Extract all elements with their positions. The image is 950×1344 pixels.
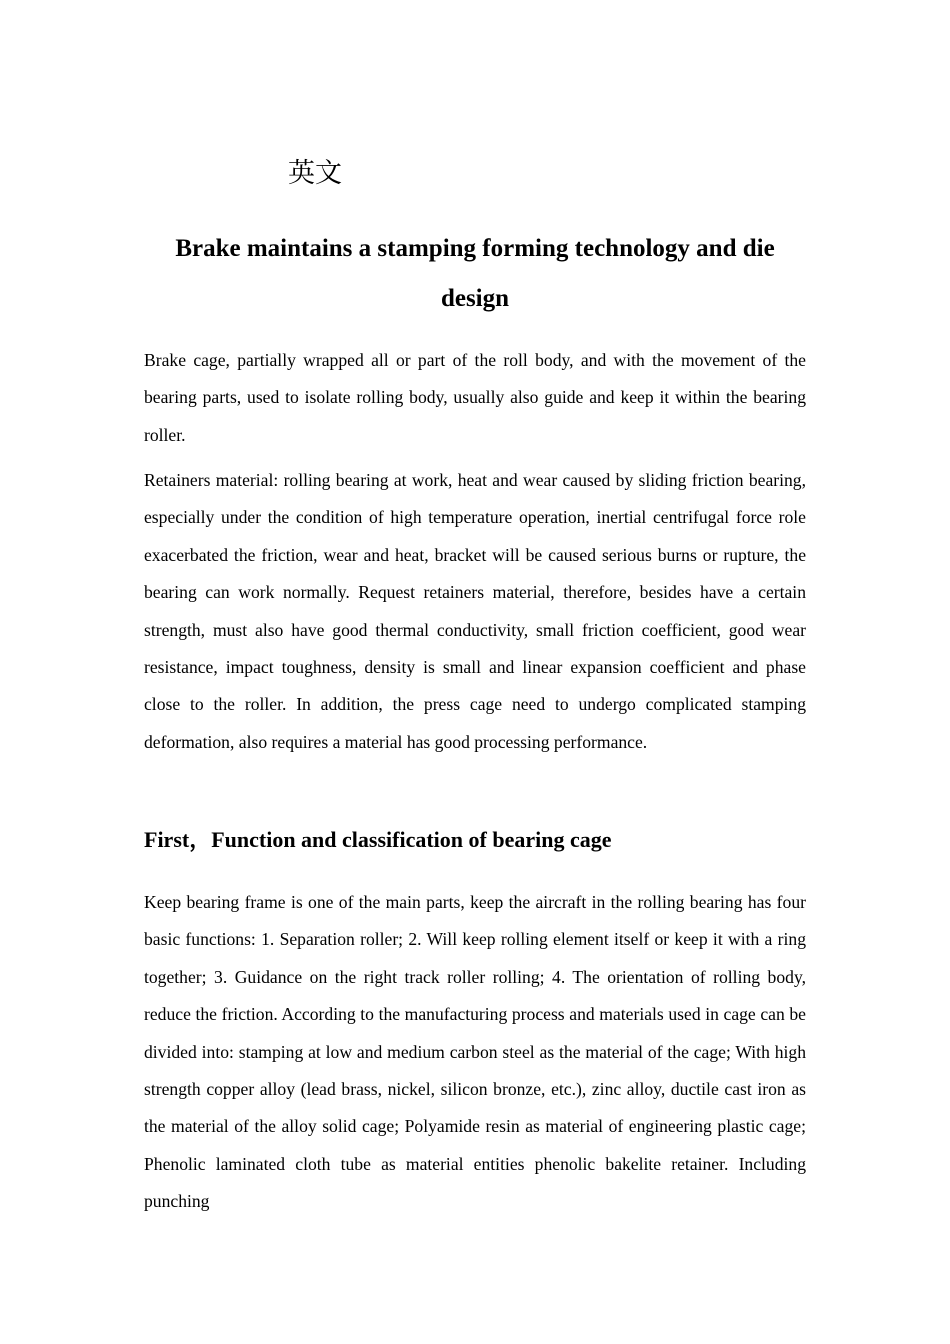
document-title: Brake maintains a stamping forming technology and die design <box>175 235 775 312</box>
section-heading: First，Function and classification of bearing cage <box>144 827 612 852</box>
language-label: 英文 <box>288 158 342 189</box>
materials-paragraph: Retainers material: rolling bearing at work, heat and wear caused by sliding friction bearing, especially under the condition of high temperature operation, inertial centrifugal force role exacerbated the friction, wear and heat, bracket will be caused serious burns or rupture, the bearing can work normally. Request retainers material, therefore, besides have a certain strength, must also have good thermal conductivity, small friction coefficient, good wear resistance, impact toughness, density is small and linear expansion coefficient and phase close to the roller. In addition, the press cage need to undergo complicated stamping deformation, also requires a material has good processing performance. <box>144 470 806 752</box>
intro-paragraph: Brake cage, partially wrapped all or part of the roll body, and with the movement of the bearing parts, used to isolate rolling body, usually also guide and keep it within the bearing roller. <box>144 350 806 445</box>
section-paragraph: Keep bearing frame is one of the main parts, keep the aircraft in the rolling bearing has four basic functions: 1. Separation roller; 2. Will keep rolling element itself or keep it with a ring together; 3. Guidance on the right track roller rolling; 4. The orientation of rolling body, reduce the friction. According to the manufacturing process and materials used in cage can be divided into: stamping at low and medium carbon steel as the material of the cage; With high strength copper alloy (lead brass, nickel, silicon bronze, etc.), zinc alloy, ductile cast iron as the material of the alloy solid cage; Polyamide resin as material of engineering plastic cage; Phenolic laminated cloth tube as material entities phenolic bakelite retainer. Including punching <box>144 892 806 1212</box>
